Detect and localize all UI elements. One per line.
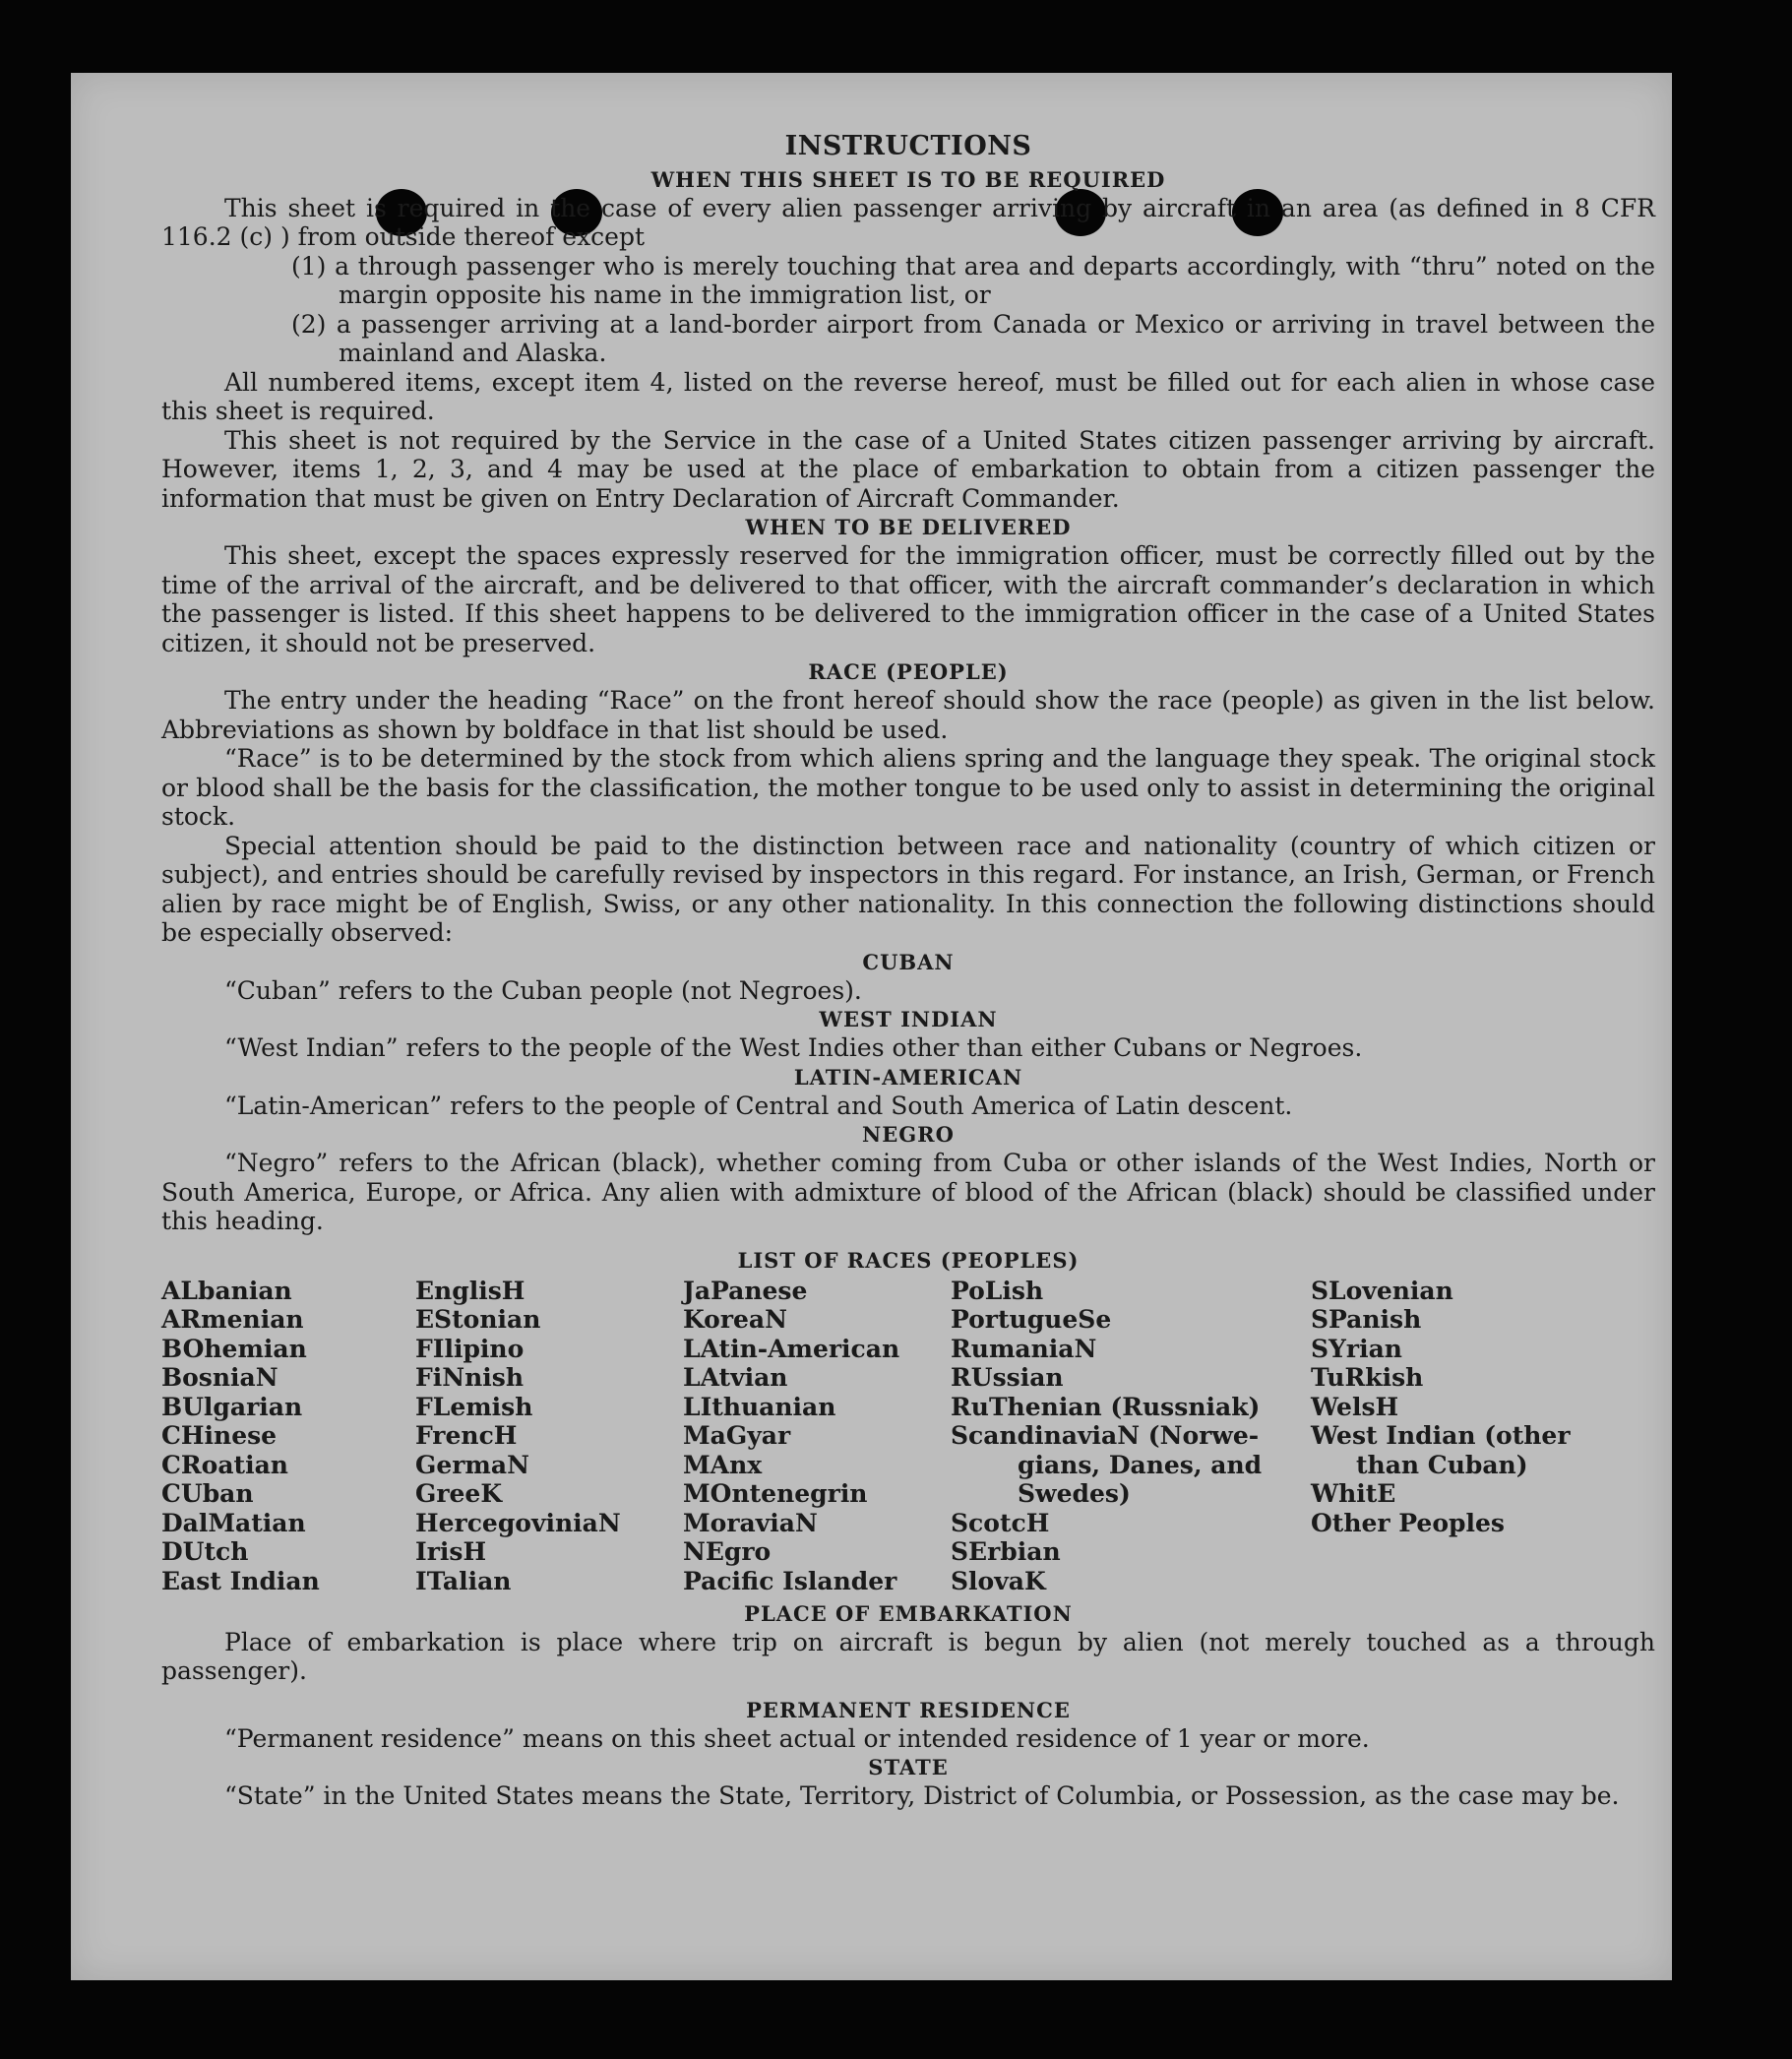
race-entry: Pacific Islander <box>683 1566 897 1595</box>
heading-cuban: CUBAN <box>862 949 955 974</box>
races-column-4 <box>951 1277 1262 1596</box>
race-entry: DalMatian <box>161 1508 306 1537</box>
paragraph: “Cuban” refers to the Cuban people (not Negroes). <box>224 975 862 1005</box>
races-column-3 <box>683 1277 899 1596</box>
race-entry: West Indian (other <box>1311 1421 1571 1450</box>
heading-west-indian: WEST INDIAN <box>819 1007 998 1031</box>
paragraph: “Race” is to be determined by the stock from which aliens spring and the language they speak. The original stock or blood shall be the basis for the classification, the mother tongue to be used only to assist in determining the original stock. <box>161 744 1655 831</box>
paragraph: “West Indian” refers to the people of the West Indies other than either Cubans or Negroes. <box>224 1033 1363 1062</box>
race-entry: EnglisH <box>415 1276 525 1305</box>
exception-item-2: (2) a passenger arriving at a land-border airport from Canada or Mexico or arriving in travel between the mainland and Alaska. <box>291 309 1655 367</box>
paragraph: This sheet is not required by the Service in the case of a United States citizen passenger arriving by aircraft. However, items 1, 2, 3, and 4 may be used at the place of embarkation to obtain from a citizen passenger the information that must be given on Entry Declaration of Aircraft Commander. <box>161 425 1655 513</box>
races-column-1 <box>161 1277 320 1596</box>
page-title: INSTRUCTIONS <box>784 131 1032 161</box>
race-entry: ScotcH <box>951 1508 1050 1537</box>
race-entry: WelsH <box>1311 1392 1399 1421</box>
paragraph: Place of embarkation is place where trip on aircraft is begun by alien (not merely touched as a through passenger). <box>161 1627 1655 1685</box>
race-entry: TuRkish <box>1311 1363 1424 1392</box>
race-entry: JaPanese <box>683 1276 808 1305</box>
race-entry: HercegoviniaN <box>415 1508 621 1537</box>
paragraph: The entry under the heading “Race” on the front hereof should show the race (people) as given in the list below. Abbreviations as shown by boldface in that list should be used. <box>161 686 1655 744</box>
paragraph: All numbered items, except item 4, listed on the reverse hereof, must be filled out for each alien in whose case this sheet is required. <box>161 367 1655 425</box>
heading-when-required: WHEN THIS SHEET IS TO BE REQUIRED <box>650 166 1166 192</box>
race-entry: LAtin-American <box>683 1334 900 1363</box>
races-list <box>161 1277 1655 1599</box>
race-entry: MoraviaN <box>683 1508 818 1537</box>
race-entry: East Indian <box>161 1566 320 1595</box>
paragraph: “Negro” refers to the African (black), whether coming from Cuba or other islands of the West Indies, North or South America, Europe, or Africa. Any alien with admixture of blood of the African (black) should be classified under this heading. <box>161 1149 1655 1235</box>
race-entry: BUlgarian <box>161 1392 303 1421</box>
paragraph: “Latin-American” refers to the people of Central and South America of Latin descent. <box>224 1091 1293 1120</box>
race-entry: EStonian <box>415 1305 541 1334</box>
race-entry: LIthuanian <box>683 1392 836 1421</box>
heading-latin-american: LATIN-AMERICAN <box>793 1064 1023 1090</box>
document-sheet <box>71 73 1672 1980</box>
paragraph: “Permanent residence” means on this sheet actual or intended residence of 1 year or more. <box>224 1723 1370 1753</box>
race-entry: SYrian <box>1311 1334 1402 1363</box>
race-entry: FrencH <box>415 1421 518 1450</box>
race-entry: IrisH <box>415 1537 487 1566</box>
race-entry: DUtch <box>161 1537 249 1566</box>
race-entry: RUssian <box>951 1363 1064 1392</box>
race-entry-continued: gians, Danes, and <box>1018 1450 1263 1479</box>
paragraph: This sheet, except the spaces expressly reserved for the immigration officer, must be correctly filled out by the time of the arrival of the aircraft, and be delivered to that officer, with the aircraft commander’s declaration in which the passenger is listed. If this sheet happens to be delivered to the immigration officer in the case of a United States citizen, it should not be preserved. <box>161 541 1655 657</box>
race-entry: FIlipino <box>415 1334 525 1363</box>
race-entry: NEgro <box>683 1537 772 1566</box>
race-entry: MaGyar <box>683 1421 791 1450</box>
heading-race: RACE (PEOPLE) <box>808 659 1009 684</box>
race-entry: Other Peoples <box>1311 1508 1505 1537</box>
race-entry-continued: Swedes) <box>1018 1479 1131 1508</box>
heading-negro: NEGRO <box>862 1122 955 1147</box>
race-entry: WhitE <box>1311 1479 1396 1508</box>
race-entry: ITalian <box>415 1566 512 1595</box>
heading-permanent-residence: PERMANENT RESIDENCE <box>746 1697 1071 1722</box>
race-entry: KoreaN <box>683 1305 787 1334</box>
races-column-5 <box>1311 1277 1571 1538</box>
race-entry: LAtvian <box>683 1363 788 1392</box>
race-entry: ScandinaviaN (Norwe- <box>951 1421 1260 1450</box>
race-entry: PoLish <box>951 1276 1044 1305</box>
paragraph: “State” in the United States means the State, Territory, District of Columbia, or Possession, as the case may be. <box>224 1781 1620 1810</box>
race-entry: SlovaK <box>951 1566 1046 1595</box>
race-entry: CHinese <box>161 1421 278 1450</box>
race-entry: GermaN <box>415 1450 529 1479</box>
race-entry-continued: than Cuban) <box>1356 1450 1528 1479</box>
instructions-content <box>161 132 1655 1811</box>
race-entry: BosniaN <box>161 1363 278 1392</box>
race-entry: SLovenian <box>1311 1276 1453 1305</box>
race-entry: GreeK <box>415 1479 503 1508</box>
race-entry: FLemish <box>415 1392 533 1421</box>
race-entry: RumaniaN <box>951 1334 1097 1363</box>
race-entry: RuThenian (Russniak) <box>951 1392 1261 1421</box>
heading-races-list: LIST OF RACES (PEOPLES) <box>737 1247 1080 1273</box>
race-entry: MOntenegrin <box>683 1479 868 1508</box>
races-column-2 <box>415 1277 621 1596</box>
race-entry: FiNnish <box>415 1363 525 1392</box>
heading-when-delivered: WHEN TO BE DELIVERED <box>745 515 1072 539</box>
race-entry: BOhemian <box>161 1334 307 1363</box>
race-entry: PortugueSe <box>951 1305 1112 1334</box>
race-entry: CUban <box>161 1479 254 1508</box>
race-entry: SPanish <box>1311 1305 1422 1334</box>
exception-item-1: (1) a through passenger who is merely touching that area and departs accordingly, with “thru” noted on the margin opposite his name in the immigration list, or <box>291 251 1655 309</box>
paragraph: Special attention should be paid to the distinction between race and nationality (country of which citizen or subject), and entries should be carefully revised by inspectors in this regard. For instance, an Irish, German, or French alien by race might be of English, Swiss, or any other nationality. In this connection the following distinctions should be especially observed: <box>161 831 1655 947</box>
race-entry: SErbian <box>951 1537 1061 1566</box>
race-entry: CRoatian <box>161 1450 288 1479</box>
paragraph: This sheet is required in the case of every alien passenger arriving by aircraft in an area (as defined in 8 CFR 116.2 (c) ) from outside thereof except <box>161 193 1655 251</box>
race-entry: MAnx <box>683 1450 763 1479</box>
heading-embarkation: PLACE OF EMBARKATION <box>744 1600 1073 1626</box>
race-entry: ALbanian <box>161 1276 292 1305</box>
heading-state: STATE <box>868 1755 949 1779</box>
race-entry: ARmenian <box>161 1305 304 1334</box>
